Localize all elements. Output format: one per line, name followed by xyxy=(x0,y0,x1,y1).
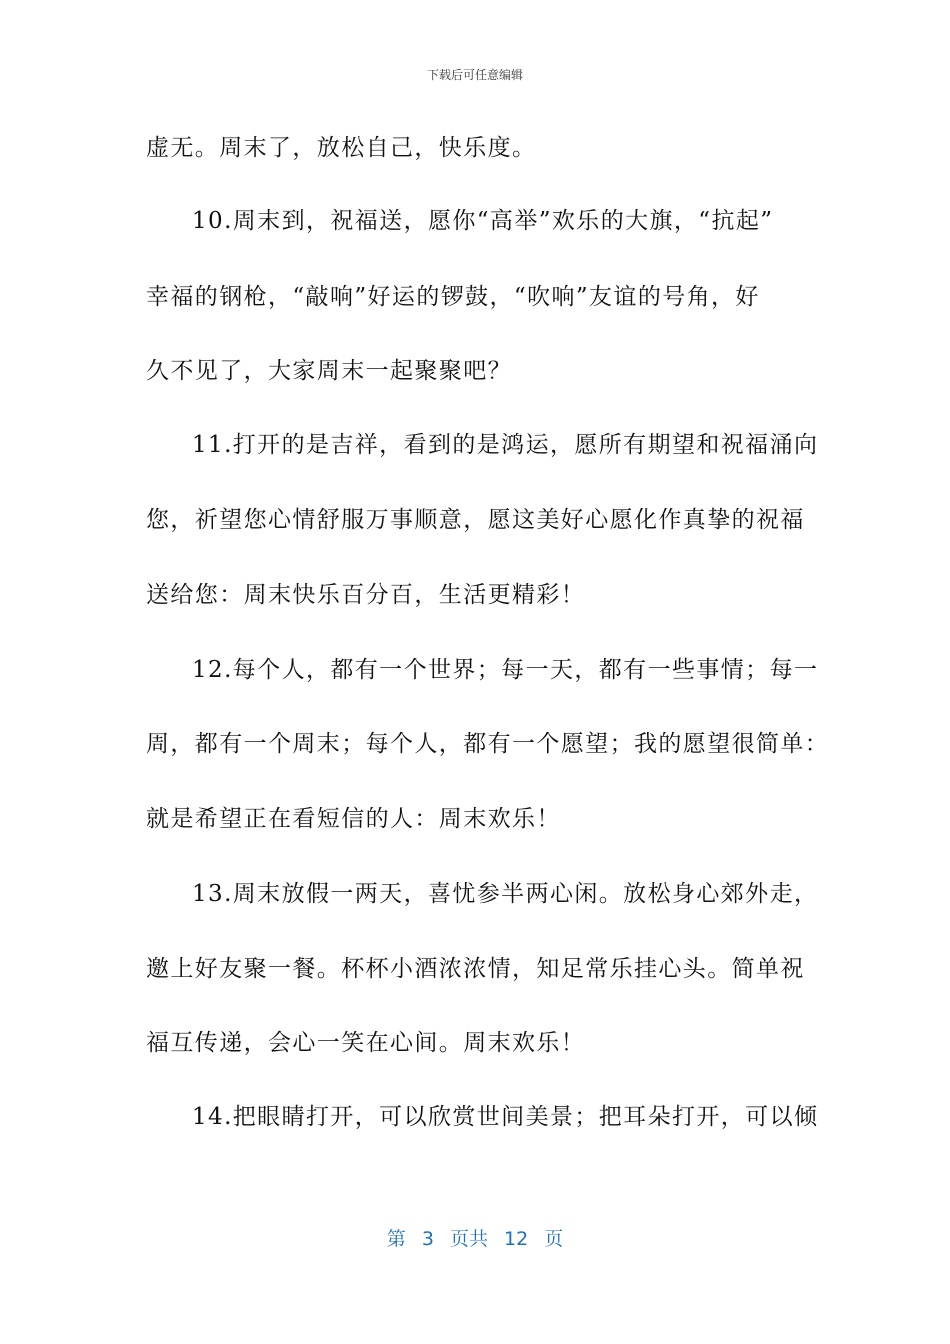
text-line: 久不见了，大家周末一起聚聚吧？ xyxy=(146,358,512,384)
text-line: 14.把眼睛打开，可以欣赏世间美景；把耳朵打开，可以倾 xyxy=(192,1104,819,1130)
text-line: 11.打开的是吉祥，看到的是鸿运，愿所有期望和祝福涌向 xyxy=(192,432,819,458)
page-header: 下载后可任意编辑 xyxy=(426,68,523,82)
text-line: 幸福的钢枪，“敲响”好运的锣鼓，“吹响”友谊的号角，好 xyxy=(146,284,760,310)
page-number: 第 3 页共 12 页 xyxy=(386,1228,564,1250)
text-line: 周，都有一个周末；每个人，都有一个愿望；我的愿望很简单： xyxy=(146,731,830,757)
text-line: 邀上好友聚一餐。杯杯小酒浓浓情，知足常乐挂心头。简单祝 xyxy=(146,956,805,982)
text-line: 虚无。周末了，放松自己，快乐度。 xyxy=(146,135,537,161)
text-line: 您，祈望您心情舒服万事顺意，愿这美好心愿化作真挚的祝福 xyxy=(146,507,805,533)
text-line: 送给您：周末快乐百分百，生活更精彩！ xyxy=(146,582,586,608)
text-line: 就是希望正在看短信的人：周末欢乐！ xyxy=(146,806,561,832)
text-line: 10.周末到，祝福送，愿你“高举”欢乐的大旗，“抗起” xyxy=(192,208,774,234)
text-line: 福互传递，会心一笑在心间。周末欢乐！ xyxy=(146,1030,586,1056)
text-line: 13.周末放假一两天，喜忧参半两心闲。放松身心郊外走， xyxy=(192,881,819,907)
text-line: 12.每个人，都有一个世界；每一天，都有一些事情；每一 xyxy=(192,657,819,683)
